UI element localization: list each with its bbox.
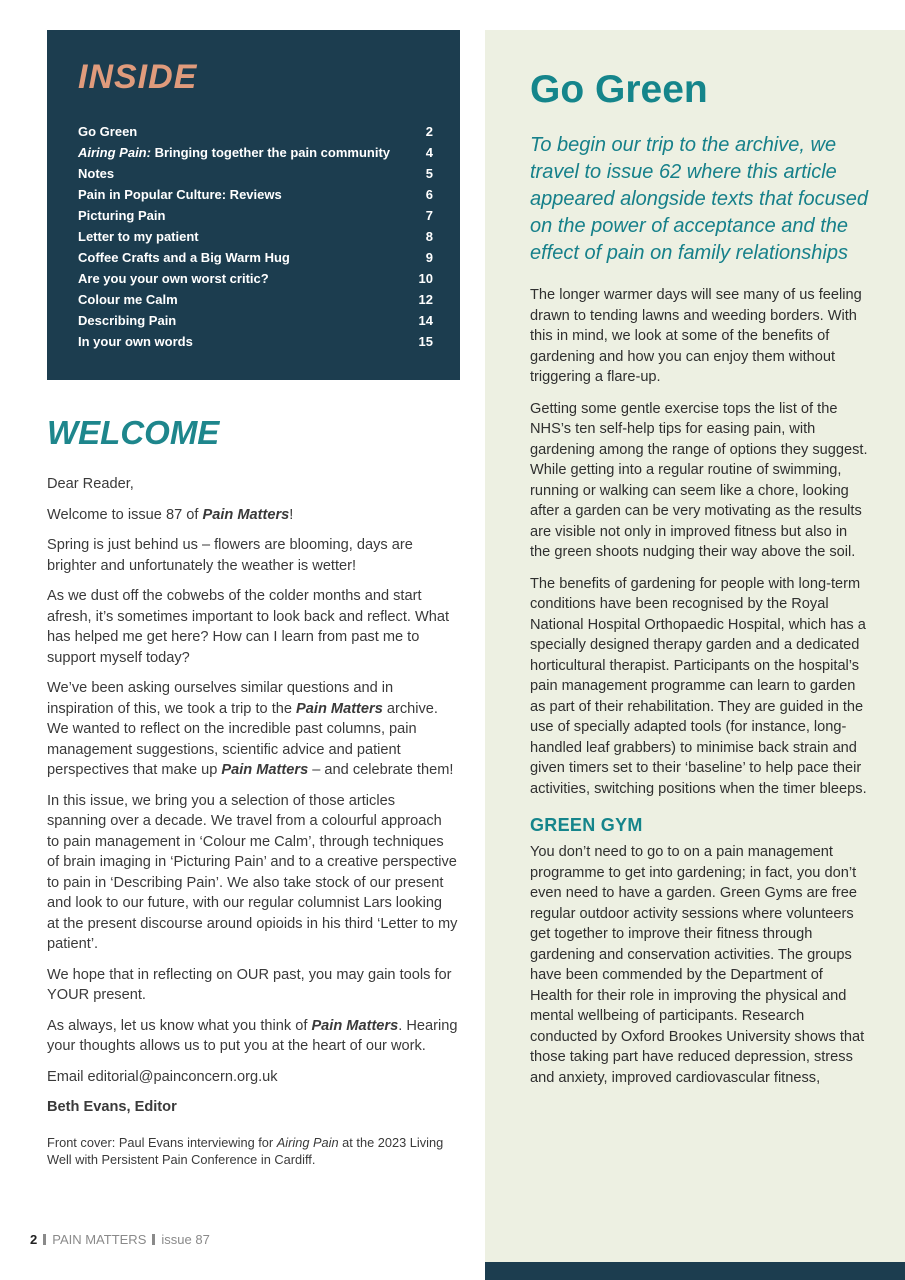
text-run: at the 2023 Living Well with Persistent Pain Conference in Cardiff.: [47, 1134, 444, 1167]
text-run: Front cover: Paul Evans interviewing for: [47, 1134, 277, 1150]
paragraph: [47, 505, 458, 526]
text-run: As always, let us know what you think of: [47, 1017, 312, 1034]
text-run: Beth Evans, Editor: [47, 1099, 177, 1115]
text-run: The longer warmer days will see many of us feeling drawn to tending lawns and weeding borders. With this in mind, we look at some of the benefits of gardening and how you can enjoy them without triggering a flare-up.: [530, 287, 862, 385]
text-run: Coffee Crafts and a Big Warm Hug: [78, 250, 290, 265]
paragraph: [47, 678, 458, 781]
paragraph: [47, 586, 458, 668]
paragraph: [47, 1067, 458, 1088]
toc-item-page-number: 6: [425, 187, 433, 202]
toc-item-label: [78, 289, 178, 310]
toc-item: [78, 289, 433, 310]
toc-item-page-number: 9: [425, 250, 433, 265]
bottom-accent-strip: [485, 1262, 905, 1280]
text-run: Letter to my patient: [78, 229, 199, 244]
toc-item: [78, 205, 433, 226]
paragraph: [47, 965, 458, 1006]
text-run: Welcome to issue 87 of: [47, 506, 203, 523]
text-run: Airing Pain:: [78, 145, 151, 160]
text-run: Pain Matters: [221, 762, 309, 778]
toc-item-label: [78, 163, 114, 184]
text-run: Are you your own worst critic?: [78, 271, 269, 286]
text-run: In your own words: [78, 334, 193, 349]
text-run: archive. We wanted to reflect on the incredible past columns, pain management suggestions, scientific advice and patient perspectives that make up: [47, 700, 438, 778]
text-run: Airing Pain: [276, 1134, 339, 1150]
text-run: Email editorial@painconcern.org.uk: [47, 1068, 278, 1085]
toc-item-label: [78, 121, 137, 142]
text-run: Spring is just behind us – flowers are blooming, days are brighter and unfortunately the weather is wetter!: [47, 537, 413, 574]
text-run: Pain Matters: [202, 506, 290, 523]
paragraph: [530, 285, 869, 388]
text-run: As we dust off the cobwebs of the colder months and start afresh, it’s sometimes important to look back and reflect. What has helped me get here? How can I learn from past me to support myself today?: [47, 588, 450, 666]
article-column: [485, 30, 905, 1262]
article-body: [530, 285, 869, 1088]
text-run: We hope that in reflecting on OUR past, you may gain tools for YOUR present.: [47, 966, 452, 1003]
inside-title: INSIDE: [78, 58, 198, 96]
toc-item-label: [78, 268, 269, 289]
footer-issue: issue 87: [161, 1232, 210, 1247]
text-run: Pain Matters: [311, 1017, 399, 1034]
page-footer: [30, 1232, 210, 1247]
toc-item: [78, 121, 433, 142]
paragraph: [530, 399, 869, 563]
text-run: In this issue, we bring you a selection of those articles spanning over a decade. We travel from a colourful approach to pain management in ‘Colour me Calm’, through techniques of brain imaging in ‘Picturing Pain’ and to a creative perspective to pain in ‘Describing Pain’. We also take stock of our present and look to our future, with our regular columnist Lars looking at the present discourse around opioids in his third ‘Letter to my patient’.: [47, 792, 458, 952]
text-run: Dear Reader,: [47, 476, 134, 492]
toc-item-label: [78, 205, 165, 226]
paragraph: [47, 535, 458, 576]
text-run: !: [289, 506, 294, 523]
paragraph: [47, 474, 458, 495]
toc-item: [78, 331, 433, 352]
paragraph: [47, 791, 458, 955]
section-subheading: GREEN GYM: [530, 815, 643, 835]
text-run: You don’t need to go to on a pain management programme to get into gardening; in fact, you don’t even need to have a garden. Green Gyms are free regular outdoor activity sessions where volunteers get together to improve their fitness through gardening and conservation activities. The groups have been commended by the Department of Health for their role in improving the physical and mental wellbeing of participants. Research conducted by Oxford Brookes University shows that those taking part have reduced depression, stress and anxiety, improved cardiovascular fitness,: [530, 844, 865, 1086]
inside-contents-panel: [47, 30, 460, 380]
toc-item-label: [78, 142, 390, 163]
toc-item-page-number: 7: [425, 208, 433, 223]
text-run: Pain Matters: [296, 700, 383, 717]
footer-page-number: 2: [30, 1232, 38, 1247]
toc-item: [78, 310, 433, 331]
toc-item: [78, 163, 433, 184]
toc-item-page-number: 8: [425, 229, 433, 244]
paragraph: [47, 1097, 458, 1118]
paragraph: [530, 842, 869, 1088]
toc-item: [78, 184, 433, 205]
toc-item-page-number: 10: [418, 271, 433, 286]
text-run: Picturing Pain: [78, 208, 166, 223]
article-title: Go Green: [530, 68, 708, 111]
text-run: The benefits of gardening for people with long-term conditions have been recognised by the Royal National Hospital Orthopaedic Hospital, which has a specially designed therapy garden and a dedicated horticultural therapist. Participants on the hospital’s pain management programme can learn to garden as part of their rehabilitation. They are guided in the use of specially adapted tools (for instance, long-handled leaf grabbers) to minimise back strain and given timers set to their ‘baseline’ to help pace their activities, switching positions when the timer bleeps.: [530, 575, 867, 797]
paragraph: [530, 574, 869, 800]
toc-item-page-number: 5: [425, 166, 433, 181]
text-run: Colour me Calm: [78, 292, 178, 307]
toc-item: [78, 142, 433, 163]
text-run: Getting some gentle exercise tops the list of the NHS’s ten self-help tips for easing pain, with gardening among the range of options they suggest. While getting into a regular routine of swimming, running or walking can seem like a chore, looking after a garden can be very motivating as the results are visible not only in improved fitness but also in the green shoots nudging their way above the soil.: [530, 400, 868, 560]
toc-item-label: [78, 247, 290, 268]
toc-item-page-number: 14: [418, 313, 433, 328]
toc-item-label: [78, 310, 176, 331]
paragraph: [47, 1016, 458, 1057]
toc-item-page-number: 15: [418, 334, 433, 349]
welcome-title: WELCOME: [47, 414, 220, 451]
article-intro: To begin our trip to the archive, we travel to issue 62 where this article appeared alongside texts that focused on the power of acceptance and the effect of pain on family relationships: [530, 134, 869, 264]
text-run: Describing Pain: [78, 313, 177, 328]
toc-item: [78, 247, 433, 268]
toc-item-page-number: 4: [425, 145, 433, 160]
paragraph: [47, 1134, 458, 1169]
left-column: [47, 30, 460, 1179]
separator-bar: [152, 1234, 155, 1245]
toc-item-page-number: 2: [425, 124, 433, 139]
toc-item-page-number: 12: [418, 292, 433, 307]
welcome-body: [47, 474, 460, 1169]
text-run: Pain in Popular Culture: Reviews: [78, 187, 282, 202]
text-run: . Hearing your thoughts allows us to put you at the heart of our work.: [47, 1017, 458, 1054]
footer-magazine-title: PAIN MATTERS: [52, 1232, 147, 1247]
toc-item-label: [78, 226, 199, 247]
text-run: – and celebrate them!: [308, 762, 454, 778]
toc-list: [78, 121, 433, 352]
text-run: Go Green: [78, 124, 138, 139]
toc-item-label: [78, 184, 282, 205]
separator-bar: [43, 1234, 46, 1245]
toc-item-label: [78, 331, 193, 352]
text-run: We’ve been asking ourselves similar questions and in inspiration of this, we took a trip to the: [47, 680, 394, 717]
text-run: Bringing together the pain community: [150, 145, 391, 160]
text-run: Notes: [78, 166, 115, 181]
toc-item: [78, 226, 433, 247]
toc-item: [78, 268, 433, 289]
